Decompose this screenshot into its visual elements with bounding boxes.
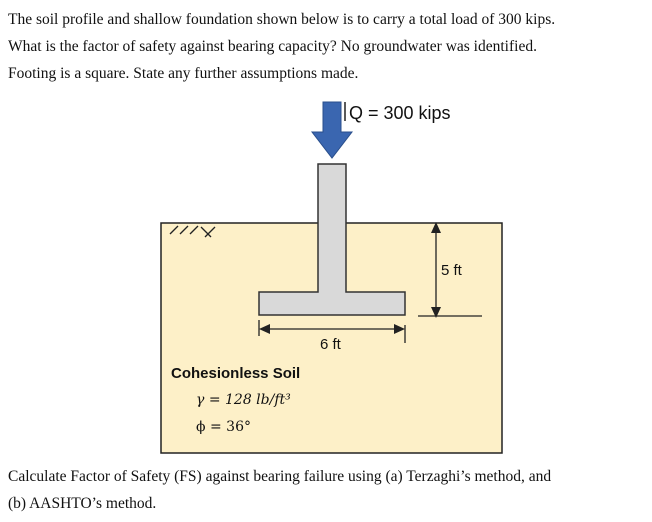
task-line-2: (b) AASHTO’s method. [8,495,157,512]
load-arrow [312,102,352,158]
soil-friction-angle: ϕ = 36° [196,419,251,435]
problem-tasks [8,463,648,517]
task-line-1: Calculate Factor of Safety (FS) against bearing failure using (a) Terzaghi’s method, and [8,468,552,485]
problem-line-1: The soil profile and shallow foundation shown below is to carry a total load of 300 kips. [8,11,556,28]
soil-title: Cohesionless Soil [171,365,301,382]
soil-unit-weight: γ = 128 lb/ft³ [196,392,291,408]
width-label: 6 ft [320,336,341,353]
problem-line-2: What is the factor of safety against bearing capacity? No groundwater was identified. [8,38,537,55]
depth-label: 5 ft [441,262,462,279]
load-label: Q = 300 kips [349,103,451,123]
problem-line-3: Footing is a square. State any further assumptions made. [8,65,359,82]
